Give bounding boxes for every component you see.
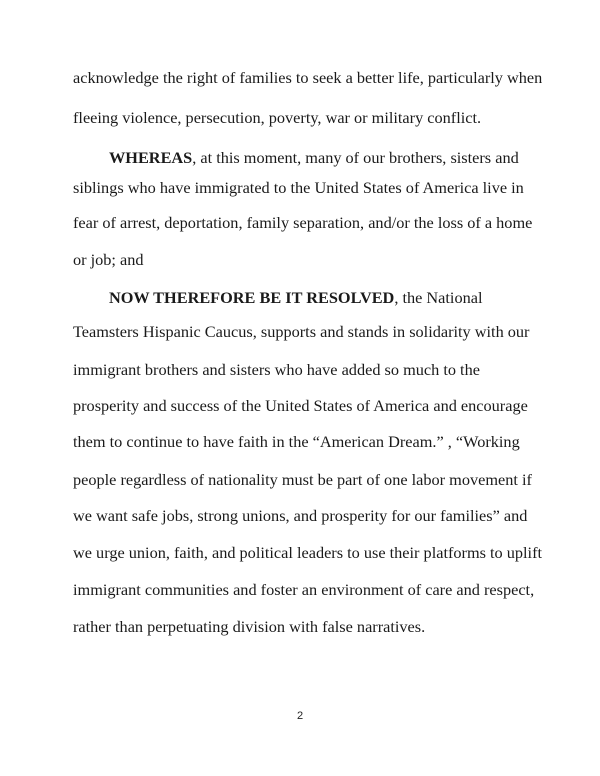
text-span: , the National (394, 288, 483, 307)
whereas-heading: WHEREAS (109, 148, 193, 167)
text-line: siblings who have immigrated to the United States of America live in (73, 178, 524, 197)
text-line (109, 288, 483, 308)
text-line: prosperity and success of the United States of America and encourage (73, 396, 528, 415)
resolved-heading: NOW THEREFORE BE IT RESOLVED (109, 288, 395, 307)
text-line: acknowledge the right of families to seek a better life, particularly when (73, 68, 543, 87)
text-line: rather than perpetuating division with false narratives. (73, 617, 426, 636)
text-line: immigrant brothers and sisters who have added so much to the (73, 360, 480, 379)
text-line (109, 148, 519, 168)
text-line: them to continue to have faith in the “American Dream.” , “Working (73, 432, 520, 451)
text-line: we urge union, faith, and political leaders to use their platforms to uplift (73, 543, 543, 562)
text-line: people regardless of nationality must be part of one labor movement if (73, 470, 532, 489)
page-number: 2 (296, 710, 304, 722)
text-span: , at this moment, many of our brothers, sisters and (192, 148, 519, 167)
text-line: Teamsters Hispanic Caucus, supports and stands in solidarity with our (73, 322, 530, 341)
text-line: or job; and (73, 250, 144, 269)
text-line: fear of arrest, deportation, family separation, and/or the loss of a home (73, 213, 533, 232)
text-line: immigrant communities and foster an environment of care and respect, (73, 580, 535, 599)
text-line: fleeing violence, persecution, poverty, war or military conflict. (73, 108, 482, 127)
text-line: we want safe jobs, strong unions, and prosperity for our families” and (73, 506, 528, 525)
